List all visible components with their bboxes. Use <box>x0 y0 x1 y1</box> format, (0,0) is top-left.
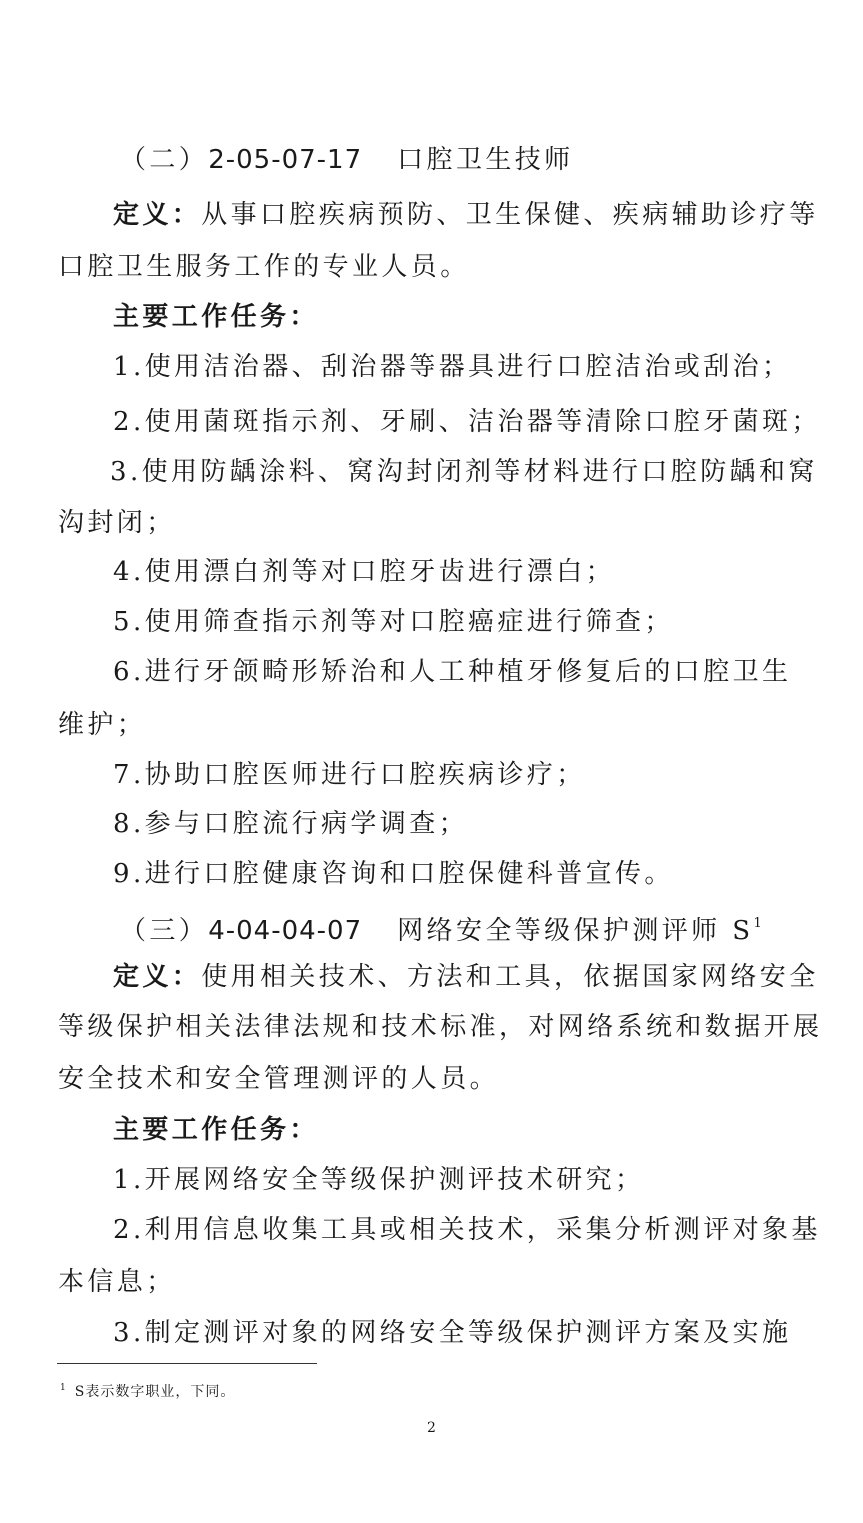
section-3-task-item: 2.利用信息收集工具或相关技术，采集分析测评对象基 <box>113 1215 821 1245</box>
section-3-task-item-continuation: 本信息； <box>58 1267 176 1297</box>
section-3-definition-text-1: 使用相关技术、方法和工具，依据国家网络安全 <box>201 962 819 992</box>
section-3-definition-line-3: 安全技术和安全管理测评的人员。 <box>58 1064 500 1094</box>
footnote-text: S表示数字职业，下同。 <box>74 1384 236 1400</box>
page-number: 2 <box>427 1420 436 1436</box>
section-2-tasks-label: 主要工作任务： <box>113 302 319 332</box>
section-2-task-item-continuation: 维护； <box>58 710 147 740</box>
section-2-code: 2-05-07-17 <box>208 145 363 175</box>
section-3-definition-line-2: 等级保护相关法律法规和技术标准，对网络系统和数据开展 <box>58 1012 823 1042</box>
footnote <box>60 1378 235 1402</box>
section-2-heading <box>120 143 574 177</box>
section-3-definition-line-1 <box>113 960 819 994</box>
footnote-divider <box>57 1363 317 1364</box>
section-2-task-item-continuation: 沟封闭； <box>58 508 176 538</box>
section-3-prefix: （三） <box>120 916 209 946</box>
section-3-task-item: 1.开展网络安全等级保护测评技术研究； <box>113 1165 645 1195</box>
section-2-definition-label: 定义： <box>113 200 202 230</box>
section-2-task-item: 8.参与口腔流行病学调查； <box>113 809 469 839</box>
section-2-definition-line-2: 口腔卫生服务工作的专业人员。 <box>58 252 470 282</box>
section-3-definition-label: 定义： <box>113 962 202 992</box>
section-2-prefix: （二） <box>120 145 209 175</box>
section-3-tasks-label: 主要工作任务： <box>113 1115 319 1145</box>
section-2-title: 口腔卫生技师 <box>397 145 574 175</box>
section-2-definition-line-1 <box>113 198 819 232</box>
section-2-task-item: 4.使用漂白剂等对口腔牙齿进行漂白； <box>113 557 616 587</box>
section-3-code: 4-04-04-07 <box>208 916 363 946</box>
section-2-task-item: 2.使用菌斑指示剂、牙刷、洁治器等清除口腔牙菌斑； <box>113 407 821 437</box>
section-3-heading <box>120 907 762 948</box>
section-2-task-item: 5.使用筛查指示剂等对口腔癌症进行筛查； <box>113 607 674 637</box>
section-2-definition-text-1: 从事口腔疾病预防、卫生保健、疾病辅助诊疗等 <box>201 200 819 230</box>
section-2-task-item: 9.进行口腔健康咨询和口腔保健科普宣传。 <box>113 859 674 889</box>
footnote-reference: 1 <box>753 916 762 931</box>
section-2-task-item: 6.进行牙颌畸形矫治和人工种植牙修复后的口腔卫生 <box>113 657 792 687</box>
section-2-task-item: 7.协助口腔医师进行口腔疾病诊疗； <box>113 760 586 790</box>
section-3-task-item: 3.制定测评对象的网络安全等级保护测评方案及实施 <box>113 1318 792 1348</box>
footnote-mark: 1 <box>60 1383 67 1393</box>
section-2-task-item: 3.使用防龋涂料、窝沟封闭剂等材料进行口腔防龋和窝 <box>110 457 818 487</box>
section-2-task-item: 1.使用洁治器、刮治器等器具进行口腔洁治或刮治； <box>113 352 792 382</box>
section-3-title: 网络安全等级保护测评师 S <box>397 916 754 946</box>
